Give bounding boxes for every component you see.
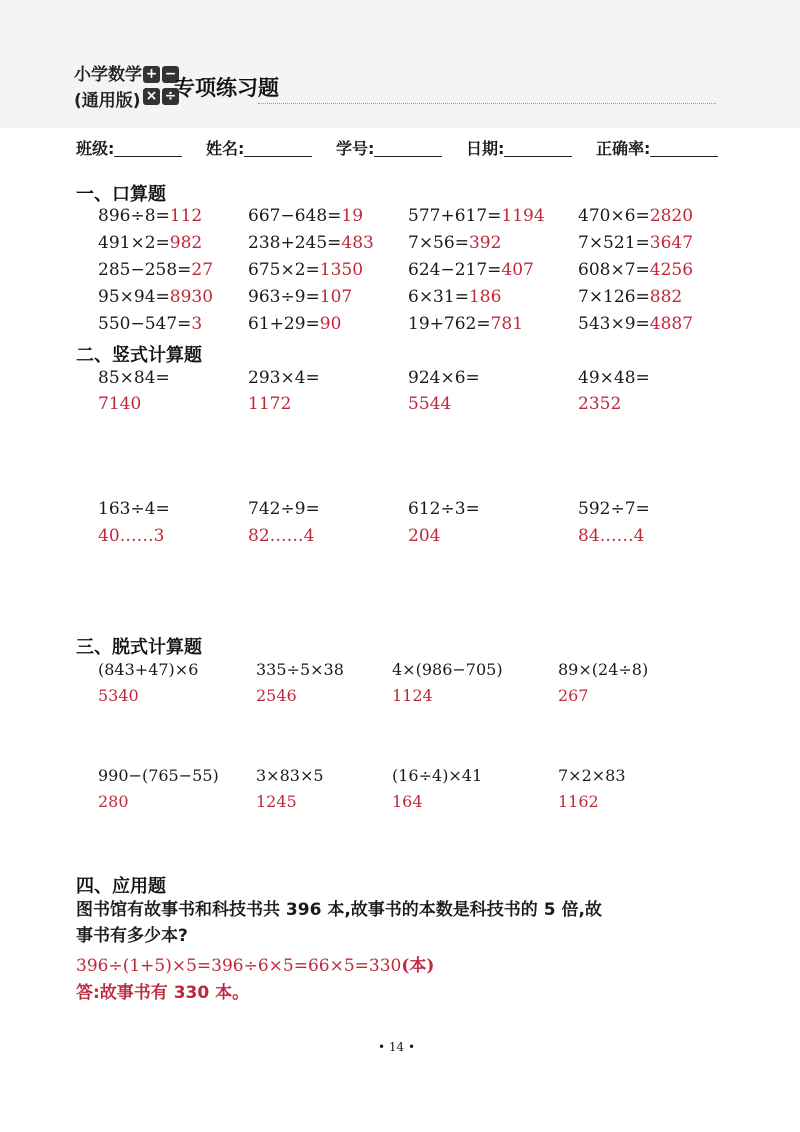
stepwise-answer: 1124: [392, 686, 433, 705]
vertical-answer: 82……4: [248, 526, 315, 546]
vertical-answer: 5544: [408, 394, 452, 414]
stepwise-question: 335÷5×38: [256, 660, 344, 679]
stepwise-question: (16÷4)×41: [392, 766, 483, 785]
stepwise-answer: 2546: [256, 686, 297, 705]
vertical-answer: 2352: [578, 394, 622, 414]
vertical-answer: 84……4: [578, 526, 645, 546]
book-title: [74, 62, 142, 114]
stepwise-question: (843+47)×6: [98, 660, 199, 679]
vertical-question: 85×84=: [98, 368, 170, 388]
oral-item: 19+762=781: [408, 314, 524, 334]
vertical-question: 49×48=: [578, 368, 650, 388]
field-date-label: 日期:: [466, 139, 505, 158]
vertical-question: 592÷7=: [578, 499, 650, 519]
stepwise-question: 7×2×83: [558, 766, 626, 785]
oral-item: 896÷8=112: [98, 206, 203, 226]
oral-item: 577+617=1194: [408, 206, 545, 226]
field-accuracy-label: 正确率:: [596, 139, 651, 158]
field-student-id[interactable]: [336, 136, 442, 159]
stepwise-question: 89×(24÷8): [558, 660, 649, 679]
field-accuracy[interactable]: [596, 136, 718, 159]
stepwise-answer: 280: [98, 792, 129, 811]
field-date[interactable]: [466, 136, 572, 159]
stepwise-answer: 267: [558, 686, 589, 705]
vertical-question: 293×4=: [248, 368, 320, 388]
stepwise-answer: 1162: [558, 792, 599, 811]
oral-item: 624−217=407: [408, 260, 534, 280]
stepwise-question: 4×(986−705): [392, 660, 503, 679]
oral-item: 238+245=483: [248, 233, 374, 253]
vertical-question: 742÷9=: [248, 499, 320, 519]
plus-icon: +: [143, 66, 160, 83]
oral-item: 491×2=982: [98, 233, 203, 253]
field-student-id-blank[interactable]: [374, 140, 442, 157]
word-problem-line2: 事书有多少本?: [76, 926, 188, 946]
oral-item: 285−258=27: [98, 260, 214, 280]
times-icon: ×: [143, 88, 160, 105]
section-title-stepwise: 三、脱式计算题: [76, 637, 202, 658]
oral-item: 6×31=186: [408, 287, 502, 307]
field-class-blank[interactable]: [114, 140, 182, 157]
vertical-answer: 1172: [248, 394, 292, 414]
vertical-answer: 7140: [98, 394, 142, 414]
vertical-answer: 204: [408, 526, 441, 546]
word-problem-line1: 图书馆有故事书和科技书共 396 本,故事书的本数是科技书的 5 倍,故: [76, 900, 602, 920]
stepwise-question: 990−(765−55): [98, 766, 219, 785]
field-date-blank[interactable]: [504, 140, 572, 157]
vertical-question: 163÷4=: [98, 499, 170, 519]
series-title: 专项练习题: [174, 76, 279, 100]
oral-item: 7×126=882: [578, 287, 683, 307]
section-title-word-problem: 四、应用题: [76, 876, 166, 897]
oral-item: 667−648=19: [248, 206, 364, 226]
field-name[interactable]: [206, 136, 312, 159]
field-student-id-label: 学号:: [336, 139, 375, 158]
word-problem-answer: 答:故事书有 330 本。: [76, 983, 250, 1003]
minus-icon: −: [162, 66, 179, 83]
oral-item: 95×94=8930: [98, 287, 214, 307]
divide-icon: ÷: [162, 88, 179, 105]
vertical-question: 924×6=: [408, 368, 480, 388]
field-class-label: 班级:: [76, 139, 115, 158]
section-title-oral: 一、口算题: [76, 184, 166, 205]
oral-item: 7×56=392: [408, 233, 502, 253]
stepwise-answer: 1245: [256, 792, 297, 811]
vertical-question: 612÷3=: [408, 499, 480, 519]
book-title-line1: 小学数学: [74, 65, 142, 85]
oral-item: 543×9=4887: [578, 314, 694, 334]
field-accuracy-blank[interactable]: [650, 140, 718, 157]
book-title-line2: (通用版): [74, 91, 141, 111]
oral-item: 61+29=90: [248, 314, 342, 334]
field-name-label: 姓名:: [206, 139, 245, 158]
oral-item: 470×6=2820: [578, 206, 694, 226]
vertical-answer: 40……3: [98, 526, 165, 546]
oral-item: 675×2=1350: [248, 260, 364, 280]
field-name-blank[interactable]: [244, 140, 312, 157]
oral-item: 7×521=3647: [578, 233, 694, 253]
section-title-vertical: 二、竖式计算题: [76, 345, 202, 366]
field-class[interactable]: [76, 136, 182, 159]
header-divider: [258, 103, 716, 104]
oral-item: 550−547=3: [98, 314, 203, 334]
oral-item: 608×7=4256: [578, 260, 694, 280]
page-number: • 14 •: [378, 1040, 416, 1054]
oral-item: 963÷9=107: [248, 287, 353, 307]
stepwise-answer: 164: [392, 792, 423, 811]
stepwise-answer: 5340: [98, 686, 139, 705]
word-problem-solution: 396÷(1+5)×5=396÷6×5=66×5=330(本): [76, 956, 435, 976]
stepwise-question: 3×83×5: [256, 766, 324, 785]
